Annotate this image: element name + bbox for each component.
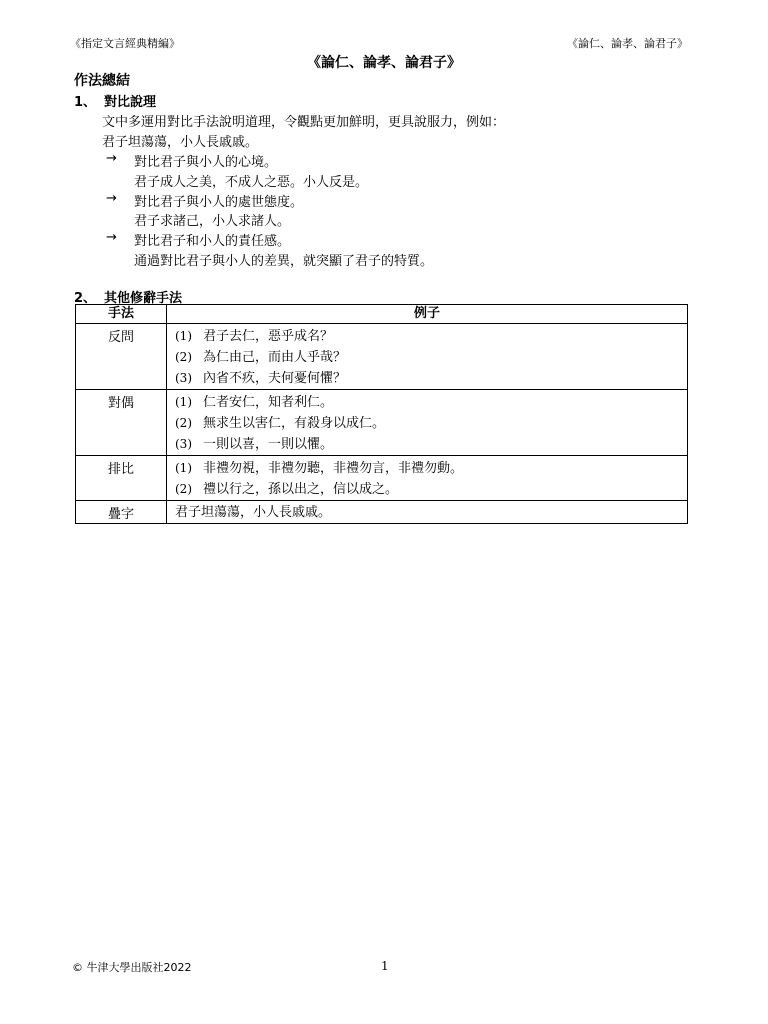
part1-example: 君子坦蕩蕩，小人長戚戚。 xyxy=(102,135,259,150)
contrast-point-quote: 通過對比君子與小人的差異，就突顯了君子的特質。 xyxy=(134,254,434,269)
example-number: (1) xyxy=(175,329,192,343)
arrow-icon: → xyxy=(106,230,117,245)
running-header-left: 《指定文言經典精編》 xyxy=(70,37,180,50)
part2-heading-text: 其他修辭手法 xyxy=(104,291,183,306)
contrast-point-label: 對比君子和小人的責任感。 xyxy=(134,234,291,249)
section-title: 作法總結 xyxy=(74,73,130,89)
table-row xyxy=(76,390,688,456)
column-header-example: 例子 xyxy=(167,305,688,324)
examples-cell xyxy=(167,501,688,524)
example-number: (2) xyxy=(175,482,192,496)
example-item xyxy=(175,413,687,434)
example-item xyxy=(175,347,687,368)
part2-number: 2、 xyxy=(74,291,97,306)
table-row xyxy=(76,501,688,524)
example-text: 禮以行之，孫以出之，信以成之。 xyxy=(203,482,399,497)
contrast-point-quote: 君子成人之美，不成人之惡。小人反是。 xyxy=(134,175,369,190)
method-cell: 對偶 xyxy=(76,390,167,456)
example-item xyxy=(175,458,687,479)
example-text: 君子坦蕩蕩，小人長戚戚。 xyxy=(175,505,332,520)
table-row xyxy=(76,324,688,390)
example-item xyxy=(175,434,687,455)
arrow-icon: → xyxy=(106,191,117,206)
column-header-method: 手法 xyxy=(76,305,167,324)
example-text: 無求生以害仁，有殺身以成仁。 xyxy=(203,416,386,431)
example-number: (3) xyxy=(175,437,192,451)
example-item xyxy=(175,392,687,413)
method-cell: 反問 xyxy=(76,324,167,390)
examples-cell xyxy=(167,456,688,501)
example-text: 為仁由己，而由人乎哉？ xyxy=(203,350,347,365)
arrow-icon: → xyxy=(106,151,117,166)
table-header-row xyxy=(76,305,688,324)
part1-intro: 文中多運用對比手法說明道理，令觀點更加鮮明，更具說服力，例如： xyxy=(102,115,506,130)
running-header-right: 《論仁、論孝、論君子》 xyxy=(567,37,688,50)
example-item xyxy=(175,326,687,347)
example-text: 內省不疚，夫何憂何懼？ xyxy=(203,371,347,386)
example-number: (2) xyxy=(175,350,192,364)
method-cell: 疊字 xyxy=(76,501,167,524)
rhetoric-table xyxy=(75,304,688,524)
document-title: 《論仁、論孝、論君子》 xyxy=(307,55,461,71)
part1-heading xyxy=(74,91,156,110)
example-item xyxy=(175,503,687,523)
contrast-point-quote: 君子求諸己，小人求諸人。 xyxy=(134,214,291,229)
example-number: (3) xyxy=(175,371,192,385)
example-item xyxy=(175,479,687,500)
contrast-point-label: 對比君子與小人的心境。 xyxy=(134,155,278,170)
example-text: 君子去仁，惡乎成名？ xyxy=(203,329,334,344)
contrast-point-label: 對比君子與小人的處世態度。 xyxy=(134,195,304,210)
example-text: 非禮勿視，非禮勿聽，非禮勿言，非禮勿動。 xyxy=(203,461,464,476)
example-text: 一則以喜，一則以懼。 xyxy=(203,437,334,452)
part1-heading-text: 對比說理 xyxy=(104,95,157,110)
table-row xyxy=(76,456,688,501)
example-number: (1) xyxy=(175,461,192,475)
method-cell: 排比 xyxy=(76,456,167,501)
example-number: (1) xyxy=(175,395,192,409)
copyright-footer: © 牛津大學出版社2022 xyxy=(72,961,192,974)
example-number: (2) xyxy=(175,416,192,430)
examples-cell xyxy=(167,390,688,456)
example-text: 仁者安仁，知者利仁。 xyxy=(203,395,334,410)
part1-number: 1、 xyxy=(74,95,97,110)
page-number: 1 xyxy=(381,959,389,973)
example-item xyxy=(175,368,687,389)
examples-cell xyxy=(167,324,688,390)
